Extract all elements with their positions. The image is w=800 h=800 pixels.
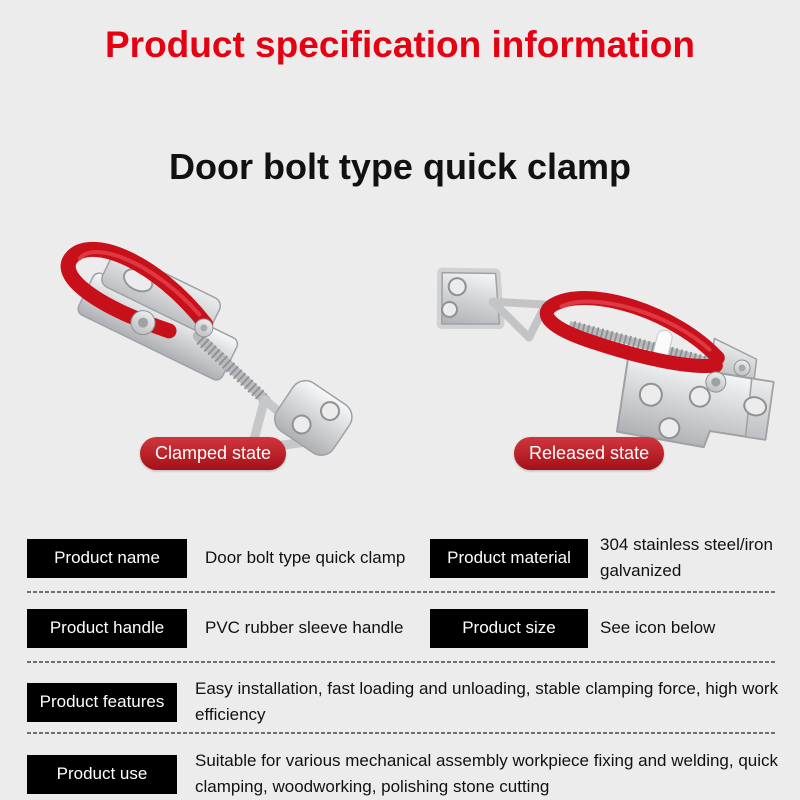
spec-label-product-material: Product material [430,539,588,578]
spec-value-product-use: Suitable for various mechanical assembly workpiece fixing and welding, quick clamping, woodworking, polishing stone cutting [195,751,779,796]
spec-value-product-material: 304 stainless steel/iron galvanized [600,535,773,580]
red-handle [542,286,725,374]
clamped-state-label: Clamped state [140,437,286,470]
clamped-clamp-image [52,224,397,464]
spec-label-product-features: Product features [27,683,177,722]
spec-label-product-use: Product use [27,755,177,794]
spec-row-product-features [27,678,795,726]
spec-row-product-handle [27,608,403,648]
divider [27,661,775,663]
spec-row-product-size [430,608,795,648]
spec-value-product-features: Easy installation, fast loading and unloading, stable clamping force, high work efficiency [195,679,779,724]
divider [27,591,775,593]
spec-value-product-handle: PVC rubber sleeve handle [205,618,404,637]
spec-row-product-name [27,538,405,578]
divider [27,732,775,734]
spec-row-product-use [27,750,795,798]
page-title: Product specification information [105,24,695,65]
released-state-label: Released state [514,437,664,470]
spec-row-product-material [430,535,795,580]
released-clamp-image [418,258,788,453]
spec-label-product-size: Product size [430,609,588,648]
spec-value-product-size: See icon below [600,618,716,637]
spec-label-product-name: Product name [27,539,187,578]
spec-value-product-name: Door bolt type quick clamp [205,548,406,567]
product-heading: Door bolt type quick clamp [168,146,632,187]
spec-label-product-handle: Product handle [27,609,187,648]
